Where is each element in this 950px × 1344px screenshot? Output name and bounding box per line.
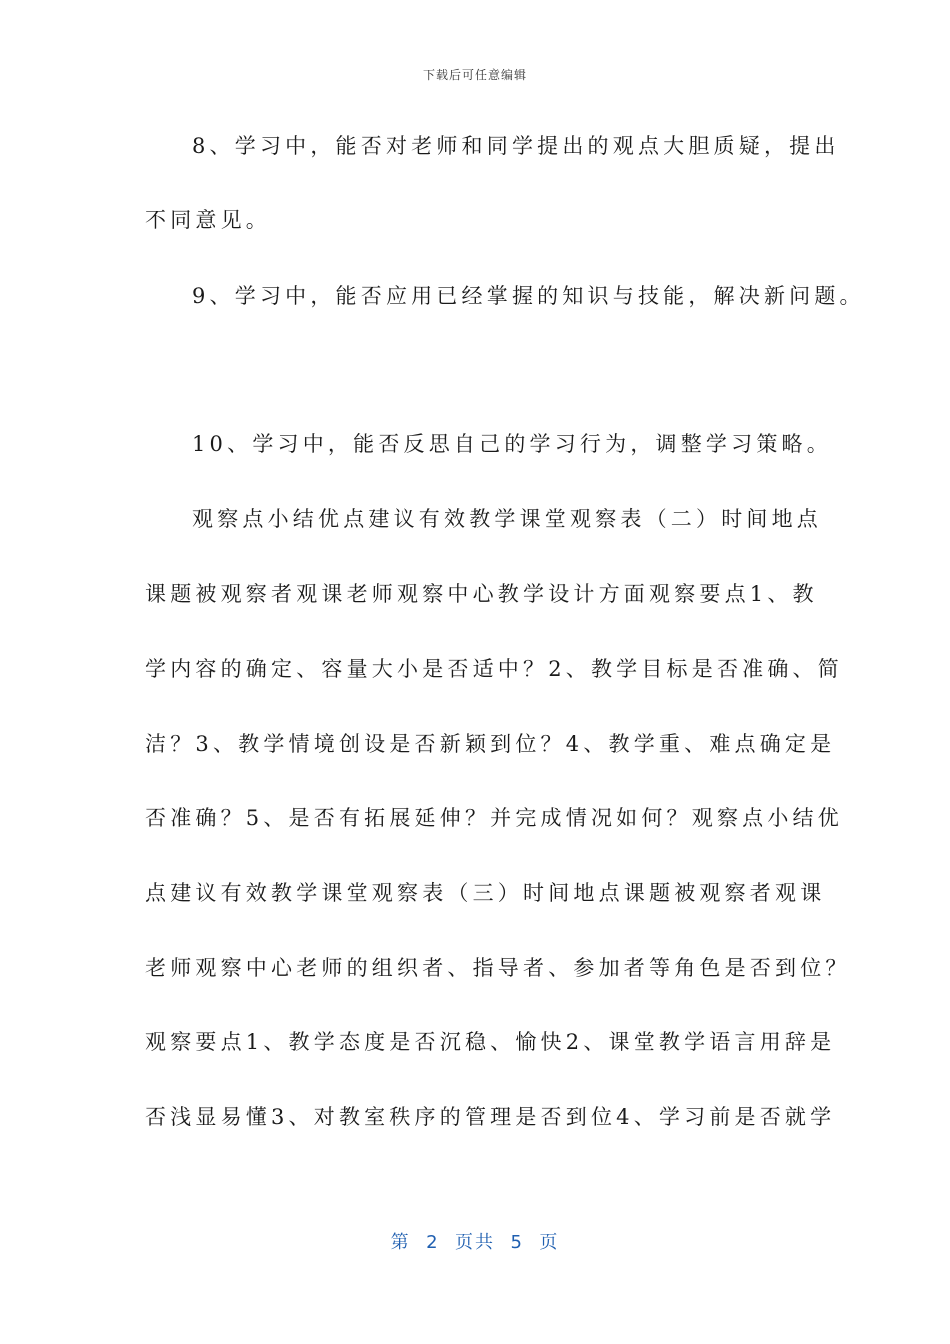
page-header: 下载后可任意编辑 (422, 68, 527, 82)
paragraph-line: 观察要点1、教学态度是否沉稳、愉快2、课堂教学语言用辞是 (145, 1030, 836, 1054)
paragraph-line: 洁？3、教学情境创设是否新颖到位？4、教学重、难点确定是 (145, 732, 836, 756)
page-number-footer: 第 2 页共 5 页 (390, 1232, 560, 1253)
paragraph-line: 否浅显易懂3、对教室秩序的管理是否到位4、学习前是否就学 (145, 1105, 836, 1129)
paragraph-line: 否准确？5、是否有拓展延伸？并完成情况如何？观察点小结优 (145, 806, 843, 830)
paragraph-line: 点建议有效教学课堂观察表（三）时间地点课题被观察者观课 (145, 881, 826, 905)
paragraph-line: 学内容的确定、容量大小是否适中？2、教学目标是否准确、简 (145, 657, 843, 681)
paragraph-line: 不同意见。 (145, 208, 271, 232)
paragraph-line: 课题被观察者观课老师观察中心教学设计方面观察要点1、教 (145, 582, 818, 606)
paragraph-line: 9、学习中，能否应用已经掌握的知识与技能，解决新问题。 (192, 284, 865, 308)
paragraph-line: 观察点小结优点建议有效教学课堂观察表（二）时间地点 (192, 507, 822, 531)
paragraph-line: 10、学习中，能否反思自己的学习行为，调整学习策略。 (192, 432, 832, 456)
paragraph-line: 老师观察中心老师的组织者、指导者、参加者等角色是否到位？ (145, 956, 851, 980)
paragraph-line: 8、学习中，能否对老师和同学提出的观点大胆质疑，提出 (192, 134, 840, 158)
